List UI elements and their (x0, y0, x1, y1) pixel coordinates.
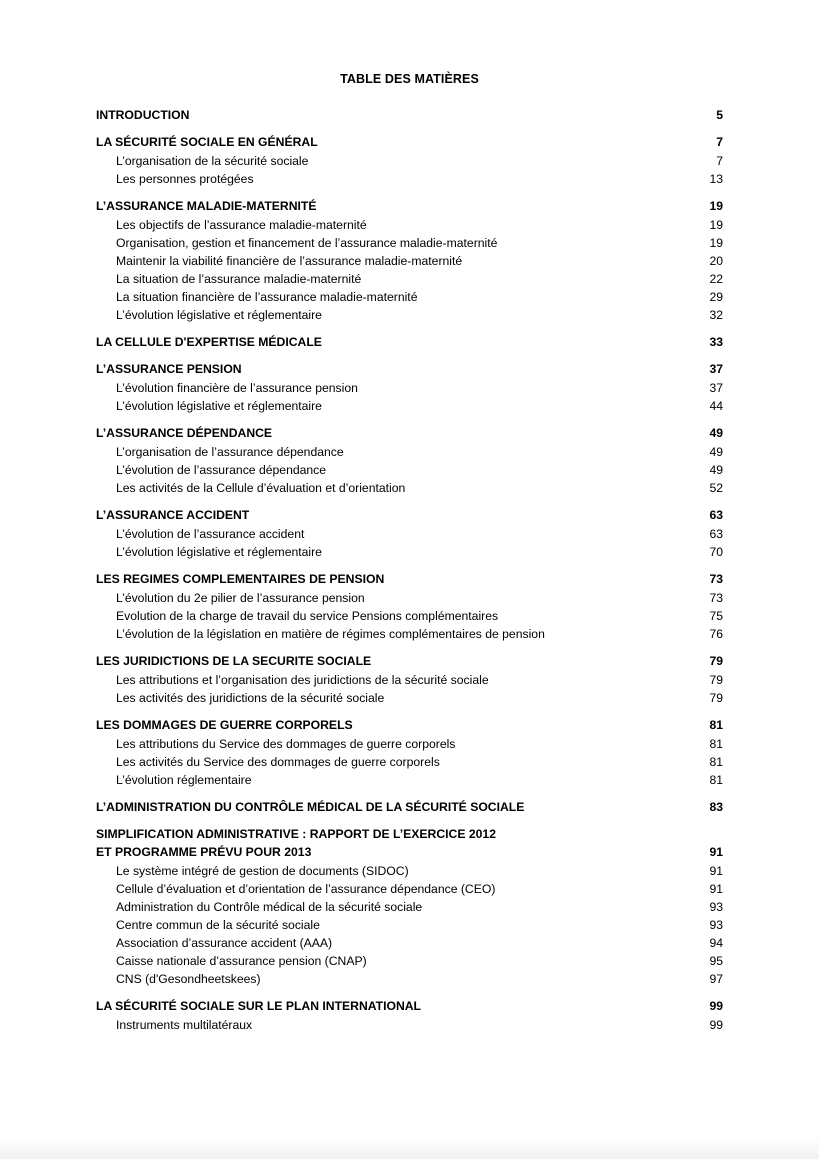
section-title-line: L’ASSURANCE ACCIDENT (96, 508, 250, 522)
toc-entry[interactable] (96, 735, 723, 753)
section-title-line: ET PROGRAMME PRÉVU POUR 2013 (96, 845, 312, 859)
toc-entry[interactable] (96, 216, 723, 234)
toc-entry[interactable] (96, 952, 723, 970)
section-page-number: 73 (709, 572, 723, 586)
toc-section (96, 133, 723, 188)
entry-label: L’évolution financière de l’assurance pension (116, 381, 358, 395)
toc-entry[interactable] (96, 689, 723, 707)
toc-entry[interactable] (96, 625, 723, 643)
entry-label: Cellule d’évaluation et d’orientation de l’assurance dépendance (CEO) (116, 882, 496, 896)
section-page-number: 99 (709, 999, 723, 1013)
entry-label: L’évolution réglementaire (116, 773, 252, 787)
entry-page-number: 7 (716, 154, 723, 168)
entry-label: Administration du Contrôle médical de la sécurité sociale (116, 900, 423, 914)
toc-section (96, 798, 723, 816)
section-title (96, 997, 421, 1015)
toc-section-heading[interactable] (96, 360, 723, 378)
section-title-line: L’ASSURANCE PENSION (96, 362, 242, 376)
section-page-number: 79 (709, 654, 723, 668)
section-page-number: 81 (709, 718, 723, 732)
section-title (96, 716, 353, 734)
toc-entry[interactable] (96, 916, 723, 934)
entry-page-number: 93 (709, 918, 723, 932)
section-title (96, 333, 322, 351)
entry-label: La situation de l’assurance maladie-maternité (116, 272, 362, 286)
entry-label: Caisse nationale d’assurance pension (CNAP) (116, 954, 367, 968)
toc-section-heading[interactable] (96, 570, 723, 588)
toc-entry[interactable] (96, 234, 723, 252)
section-title (96, 197, 317, 215)
toc-entry[interactable] (96, 771, 723, 789)
toc-section (96, 197, 723, 324)
section-title (96, 798, 524, 816)
section-title (96, 360, 242, 378)
toc-entry[interactable] (96, 379, 723, 397)
section-page-number: 19 (709, 199, 723, 213)
toc-title: TABLE DES MATIÈRES (340, 72, 479, 86)
toc-section-heading[interactable] (96, 424, 723, 442)
section-title-line: LA SÉCURITÉ SOCIALE EN GÉNÉRAL (96, 135, 318, 149)
entry-page-number: 95 (709, 954, 723, 968)
toc-entry[interactable] (96, 753, 723, 771)
section-page-number: 63 (709, 508, 723, 522)
entry-label: Centre commun de la sécurité sociale (116, 918, 320, 932)
section-title-line: L’ASSURANCE DÉPENDANCE (96, 426, 273, 440)
entry-page-number: 22 (709, 272, 723, 286)
section-page-number: 5 (716, 108, 723, 122)
toc-section (96, 716, 723, 789)
toc-section (96, 424, 723, 497)
entry-label: Organisation, gestion et financement de l’assurance maladie-maternité (116, 236, 498, 250)
toc-section-heading[interactable] (96, 197, 723, 215)
entry-page-number: 91 (709, 882, 723, 896)
entry-page-number: 19 (709, 218, 723, 232)
entry-page-number: 93 (709, 900, 723, 914)
entry-label: Maintenir la viabilité financière de l’assurance maladie-maternité (116, 254, 463, 268)
toc-section (96, 825, 723, 988)
section-title (96, 825, 496, 861)
toc-entry[interactable] (96, 898, 723, 916)
entry-page-number: 99 (709, 1018, 723, 1032)
entry-page-number: 13 (709, 172, 723, 186)
section-title (96, 652, 371, 670)
toc-entry[interactable] (96, 543, 723, 561)
toc-entry[interactable] (96, 170, 723, 188)
toc-section (96, 106, 723, 124)
toc-section (96, 333, 723, 351)
entry-label: Les objectifs de l’assurance maladie-maternité (116, 218, 367, 232)
entry-label: Instruments multilatéraux (116, 1018, 253, 1032)
entry-label: L’évolution du 2e pilier de l’assurance pension (116, 591, 365, 605)
entry-label: L’évolution législative et réglementaire (116, 545, 322, 559)
section-page-number: 37 (709, 362, 723, 376)
toc-entry[interactable] (96, 479, 723, 497)
toc-entry[interactable] (96, 589, 723, 607)
toc-entry[interactable] (96, 934, 723, 952)
entry-page-number: 81 (709, 773, 723, 787)
section-title-line: L’ADMINISTRATION DU CONTRÔLE MÉDICAL DE LA SÉCURITÉ SOCIALE (96, 800, 525, 814)
toc-entry[interactable] (96, 607, 723, 625)
entry-page-number: 19 (709, 236, 723, 250)
entry-label: Les personnes protégées (116, 172, 254, 186)
entry-label: Les activités du Service des dommages de guerre corporels (116, 755, 440, 769)
entry-page-number: 29 (709, 290, 723, 304)
toc-entry[interactable] (96, 252, 723, 270)
entry-label: CNS (d'Gesondheetskees) (116, 972, 261, 986)
entry-label: La situation financière de l’assurance maladie-maternité (116, 290, 418, 304)
toc-entry[interactable] (96, 397, 723, 415)
section-title (96, 506, 249, 524)
entry-page-number: 70 (709, 545, 723, 559)
entry-page-number: 94 (709, 936, 723, 950)
section-title (96, 424, 272, 442)
toc-entry[interactable] (96, 270, 723, 288)
toc-entry[interactable] (96, 306, 723, 324)
toc-entry[interactable] (96, 671, 723, 689)
toc-entry[interactable] (96, 461, 723, 479)
entry-label: Les attributions du Service des dommages de guerre corporels (116, 737, 456, 751)
entry-label: L’évolution de l’assurance accident (116, 527, 305, 541)
toc-section-heading[interactable] (96, 716, 723, 734)
entry-label: Les activités de la Cellule d’évaluation et d’orientation (116, 481, 406, 495)
entry-page-number: 49 (709, 463, 723, 477)
toc-section-heading[interactable] (96, 798, 723, 816)
section-title-line: LA CELLULE D'EXPERTISE MÉDICALE (96, 335, 322, 349)
section-title-line: LES JURIDICTIONS DE LA SECURITE SOCIALE (96, 654, 372, 668)
entry-page-number: 75 (709, 609, 723, 623)
entry-label: L’évolution législative et réglementaire (116, 399, 322, 413)
entry-label: L’organisation de la sécurité sociale (116, 154, 309, 168)
toc-entry[interactable] (96, 1016, 723, 1034)
section-title (96, 106, 189, 124)
entry-label: L’évolution de la législation en matière de régimes complémentaires de pension (116, 627, 545, 641)
toc-section-heading[interactable] (96, 997, 723, 1015)
section-title-line: SIMPLIFICATION ADMINISTRATIVE : RAPPORT DE L’EXERCICE 2012 (96, 827, 496, 841)
toc-section-heading[interactable] (96, 652, 723, 670)
entry-page-number: 91 (709, 864, 723, 878)
entry-label: Les activités des juridictions de la sécurité sociale (116, 691, 385, 705)
toc-section (96, 997, 723, 1034)
entry-label: L’évolution législative et réglementaire (116, 308, 322, 322)
toc-section-heading[interactable] (96, 506, 723, 524)
entry-label: Le système intégré de gestion de documents (SIDOC) (116, 864, 409, 878)
entry-page-number: 73 (709, 591, 723, 605)
section-page-number: 33 (709, 335, 723, 349)
section-page-number: 7 (716, 135, 723, 149)
entry-page-number: 20 (709, 254, 723, 268)
section-page-number: 49 (709, 426, 723, 440)
toc-section-heading[interactable] (96, 133, 723, 151)
entry-page-number: 37 (709, 381, 723, 395)
entry-page-number: 97 (709, 972, 723, 986)
entry-label: Association d’assurance accident (AAA) (116, 936, 333, 950)
section-title (96, 133, 318, 151)
toc-entry[interactable] (96, 288, 723, 306)
toc-entry[interactable] (96, 970, 723, 988)
toc-entry[interactable] (96, 880, 723, 898)
toc-section-heading[interactable] (96, 106, 723, 124)
entry-page-number: 52 (709, 481, 723, 495)
entry-label: L’évolution de l’assurance dépendance (116, 463, 327, 477)
entry-page-number: 81 (709, 755, 723, 769)
toc-entry[interactable] (96, 862, 723, 880)
section-title-line: LES REGIMES COMPLEMENTAIRES DE PENSION (96, 572, 385, 586)
toc-section (96, 570, 723, 643)
section-title (96, 570, 384, 588)
page-bottom-shade (0, 1137, 819, 1159)
toc-entry[interactable] (96, 152, 723, 170)
section-title-line: INTRODUCTION (96, 108, 190, 122)
toc-section (96, 360, 723, 415)
section-page-number: 83 (709, 800, 723, 814)
toc-section (96, 652, 723, 707)
toc-section-heading[interactable] (96, 333, 723, 351)
entry-page-number: 79 (709, 673, 723, 687)
entry-label: L’organisation de l’assurance dépendance (116, 445, 344, 459)
toc-section (96, 506, 723, 561)
entry-page-number: 32 (709, 308, 723, 322)
section-title-line: L’ASSURANCE MALADIE-MATERNITÉ (96, 199, 317, 213)
section-page-number: 91 (709, 845, 723, 859)
entry-label: Evolution de la charge de travail du service Pensions complémentaires (116, 609, 499, 623)
section-title-line: LES DOMMAGES DE GUERRE CORPORELS (96, 718, 353, 732)
entry-page-number: 81 (709, 737, 723, 751)
entry-page-number: 49 (709, 445, 723, 459)
entry-page-number: 76 (709, 627, 723, 641)
toc-section-heading[interactable] (96, 825, 723, 861)
section-title-line: LA SÉCURITÉ SOCIALE SUR LE PLAN INTERNATIONAL (96, 999, 422, 1013)
entry-page-number: 44 (709, 399, 723, 413)
entry-page-number: 79 (709, 691, 723, 705)
toc-entry[interactable] (96, 443, 723, 461)
entry-label: Les attributions et l’organisation des juridictions de la sécurité sociale (116, 673, 489, 687)
toc-entry[interactable] (96, 525, 723, 543)
table-of-contents (96, 106, 723, 1043)
entry-page-number: 63 (709, 527, 723, 541)
